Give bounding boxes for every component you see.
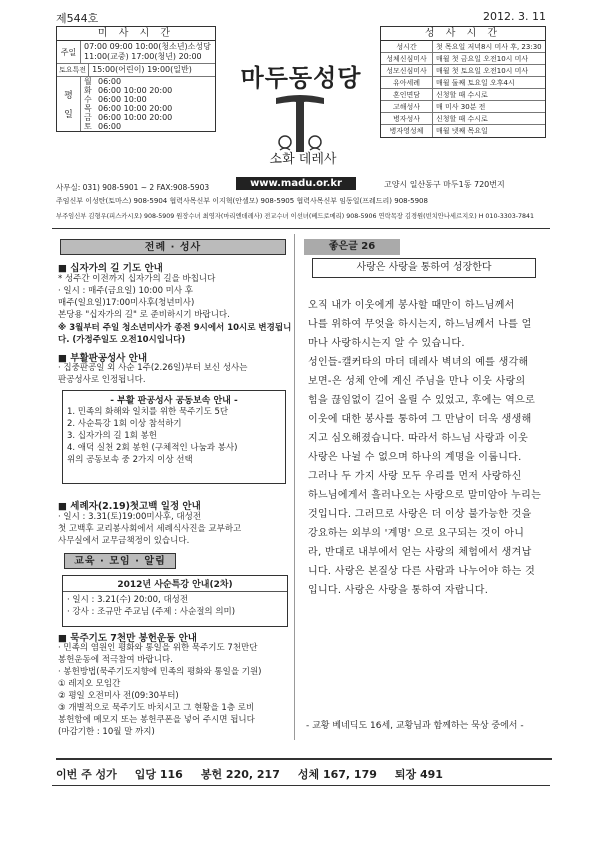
baptism-title: ■ 세례자(2.19)첫고백 일정 안내 bbox=[58, 501, 201, 512]
baptism-text: · 일시 : 3.31(토)19:00미사후, 대성전 첫 고백후 교리봉사회에서 세례식사진을 교부하고 사무실에서 교무금책정이 있습니다. bbox=[58, 512, 242, 546]
column-divider bbox=[294, 234, 295, 740]
weekday-name: 토 bbox=[84, 122, 92, 131]
penance-item: 1. 민족의 화해와 일치를 위한 묵주기도 5단 bbox=[67, 407, 229, 417]
essay-text: 오직 내가 이웃에게 봉사할 때만이 하느님께서 나를 위하여 무엇을 하시는지, 하느님께서 나를 얼 마나 사랑하시는지 알 수 있습니다. 성인들-캘커타의 마더 데레사 벽녀의 예를 생각해 보면-은 성체 안에 계신 주님을 만나 이웃 사랑의 힘을 끊임없이 길어 올릴 수 있었고, 후에는 역으로 이웃에 대한 봉사를 통하여 그 만남이 더욱 생생해 지고 심오해졌습니다. 따라서 하느님 사랑과 이웃 사랑은 나뉠 수 없으며 하나의 계명을 이룹니다. 그러나 두 가지 사랑 모두 우리를 먼저 사랑하신 하느님에게서 흘러나오는 사랑으로 말미암아 누리는 것입니다. 그러므로 사랑은 더 이상 불가능한 것을 강요하는 외부의 '계명' 으로 요구되는 것이 아니 라, 반대로 내부에서 얻는 사랑의 체험에서 생겨납 니다. 사랑은 본질상 다른 사람과 나누어야 하는 것 입니다. 사랑은 사랑을 통하여 자랍니다. bbox=[308, 300, 542, 596]
penance-item: 2. 사순특강 1회 이상 참석하기 bbox=[67, 419, 182, 429]
mass-row-saturday bbox=[57, 64, 215, 77]
header-divider bbox=[52, 228, 550, 229]
weekday-times: 06:00 bbox=[98, 122, 122, 131]
mass-times-heading: 미 사 시 간 bbox=[57, 27, 215, 41]
easter-confession-title: ■ 부활판공성사 안내 bbox=[58, 353, 148, 364]
sacrament-value: 매월 첫 금요일 오전10시 미사 bbox=[436, 54, 529, 63]
weekday-row bbox=[81, 113, 215, 122]
sacrament-rows bbox=[381, 41, 545, 137]
essay-title: 사랑은 사랑을 통하여 성장한다 bbox=[312, 258, 536, 278]
sacrament-label: 고해성사 bbox=[381, 101, 433, 113]
weekday-times: 06:00 10:00 20:00 bbox=[98, 86, 173, 95]
penance-box-title: - 부활 판공성사 공동보속 안내 - bbox=[110, 396, 238, 406]
parish-title: 마두동성당 bbox=[240, 64, 362, 92]
weekday-times: 06:00 10:00 20:00 bbox=[98, 113, 173, 122]
weekday-row bbox=[81, 86, 215, 95]
weekday-row bbox=[81, 77, 215, 86]
weekday-name: 금 bbox=[84, 113, 92, 122]
weekday-row bbox=[81, 95, 215, 104]
education-heading: 교육 · 모임 · 알림 bbox=[64, 553, 176, 569]
weekday-times: 06:00 bbox=[98, 77, 122, 86]
sacrament-label: 성모신심미사 bbox=[381, 65, 433, 77]
sacrament-label: 성시간 bbox=[381, 41, 433, 53]
sacrament-row bbox=[381, 89, 545, 101]
weekday-name: 화 bbox=[84, 86, 92, 95]
hymn-communion: 성체 167, 179 bbox=[297, 768, 377, 781]
stations-title: ■ 십자가의 길 기도 안내 bbox=[58, 263, 163, 274]
mass-change-notice: ※ 3월부터 주일 청소년미사가 종전 9시에서 10시로 변경됩니다. (가정주일도 오전10시입니다) bbox=[58, 323, 292, 345]
stations-text: * 성주간 이전까지 십자가의 길을 바칩니다 · 일시 : 매주(금요일) 10:00 미사 후 매주(일요일)17:00미사후(청년미사) 본당용 "십자가의 길" 로 준비하시기 바랍니다. bbox=[58, 274, 230, 320]
penance-item: 위의 공동보속 중 2가지 이상 선택 bbox=[67, 455, 193, 465]
mass-times-table bbox=[56, 26, 216, 132]
sacrament-row bbox=[381, 125, 545, 137]
office-contact: 사무실: 031) 908-5901 ~ 2 FAX:908-5903 bbox=[56, 183, 210, 192]
penance-item: 4. 애덕 실천 2회 봉헌 (구체적인 나눔과 봉사) bbox=[67, 443, 238, 453]
essay-caption: - 교황 베네딕도 16세, 교황님과 함께하는 묵상 중에서 - bbox=[306, 721, 524, 731]
hymn-offertory: 봉헌 220, 217 bbox=[200, 768, 280, 781]
penance-box bbox=[62, 390, 286, 484]
lecture-line-2: · 강사 : 조규만 주교님 (주제 : 사순절의 의미) bbox=[67, 607, 236, 617]
mass-row-label: 토요특전 bbox=[57, 64, 89, 76]
lecture-title: 2012년 사순특강 안내(2차) bbox=[63, 576, 287, 592]
lecture-box bbox=[62, 575, 288, 627]
weekday-times: 06:00 10:00 20:00 bbox=[98, 104, 173, 113]
weekday-row bbox=[81, 104, 215, 113]
sacraments-heading: 성 사 시 간 bbox=[381, 27, 545, 41]
bulletin-date: 2012. 3. 11 bbox=[483, 10, 546, 23]
sacrament-value: 신청할 때 수시로 bbox=[436, 90, 488, 99]
good-writing-label: 좋은글 26 bbox=[304, 239, 400, 255]
sacrament-label: 성체신심미사 bbox=[381, 53, 433, 65]
hymns-bar bbox=[56, 758, 552, 782]
parish-subtitle: 소화 데레사 bbox=[269, 152, 337, 167]
issue-number: 제544호 bbox=[56, 12, 99, 25]
sacrament-label: 혼인면담 bbox=[381, 89, 433, 101]
clergy-contact-2: 부주임신부 김형우(피스카시오) 908-5909 원장수녀 최영자(마리엔데레사) 전교수녀 이선녀(베드로메리) 908-5906 연락목장 김경원(빈치안나세르지오) H 010-3303-7841 bbox=[56, 213, 535, 220]
sacrament-value: 매월 둘째 토요일 오후4시 bbox=[436, 78, 515, 87]
weekday-mass-block bbox=[57, 77, 215, 131]
sacrament-row bbox=[381, 65, 545, 77]
weekday-list bbox=[81, 77, 215, 131]
weekday-label-bottom: 일 bbox=[64, 110, 73, 120]
footer-divider bbox=[52, 785, 550, 786]
penance-item: 3. 십자가의 길 1회 봉헌 bbox=[67, 431, 158, 441]
sacrament-label: 병자영성체 bbox=[381, 125, 433, 137]
weekday-label-top: 평 bbox=[64, 91, 73, 101]
hymn-recession: 퇴장 491 bbox=[394, 768, 443, 781]
sacrament-label: 병자성사 bbox=[381, 113, 433, 125]
rosary-text: · 민족의 염원인 평화와 통일을 위한 묵주기도 7천만단 봉헌운동에 적극참여 바랍니다. · 봉헌방법(묵주기도지향에 민족의 평화와 통일을 기원) ① 레지오 모임간 ② 평일 오전미사 전(09:30부터) ③ 개별적으로 묵주기도 바치시고 그 현황을 1층 로비 봉헌함에 메모지 또는 봉헌쿠폰을 넣어 주시면 됩니다 (마감기한 : 10월 말 까지) bbox=[58, 643, 262, 737]
mass-row-sunday bbox=[57, 41, 215, 64]
rosary-title: ■ 묵주기도 7천만 봉헌운동 안내 bbox=[58, 633, 197, 644]
weekday-times: 06:00 10:00 bbox=[98, 95, 147, 104]
weekday-name: 수 bbox=[84, 95, 92, 104]
mass-row-value: 15:00(어린이) 19:00(일반) bbox=[92, 65, 192, 74]
weekday-row bbox=[81, 122, 215, 131]
website-url[interactable]: www.madu.or.kr bbox=[236, 177, 356, 190]
easter-confession-text: · 집중판공일 외 사순 1주(2.26일)부터 보신 성사는 판공성사로 인정됩니다. bbox=[58, 363, 248, 385]
sacrament-label: 유아세례 bbox=[381, 77, 433, 89]
sacrament-value: 매월 첫 토요일 오전10시 미사 bbox=[436, 66, 529, 75]
parish-address: 고양시 일산동구 마두1동 720번지 bbox=[384, 180, 505, 189]
sacrament-value: 매월 넷째 목요일 bbox=[436, 127, 488, 135]
penance-items bbox=[67, 406, 281, 466]
sacrament-row bbox=[381, 53, 545, 65]
weekday-name: 목 bbox=[84, 104, 92, 113]
sacrament-row bbox=[381, 113, 545, 125]
liturgy-heading: 전례 · 성사 bbox=[60, 239, 286, 255]
mass-row-value: 07:00 09:00 10:00(청소년)소성당 11:00(교중) 17:00(청년) 20:00 bbox=[84, 42, 211, 61]
mass-row-label: 주일 bbox=[57, 41, 81, 63]
sacrament-value: 신청할 때 수시로 bbox=[436, 114, 488, 123]
sacraments-table bbox=[380, 26, 546, 138]
sacrament-value: 첫 목요일 저녁8시 미사 후, 23:30 bbox=[436, 42, 542, 51]
weekday-label bbox=[57, 77, 81, 131]
weekday-name: 월 bbox=[84, 77, 92, 86]
lecture-line-1: · 일시 : 3.21(수) 20:00, 대성전 bbox=[67, 595, 189, 605]
clergy-contact-1: 주임신부 이성탄(토마스) 908-5904 협력사목신부 이지혁(안셀모) 908-5905 협력사목신부 임동일(프레드리) 908-5908 bbox=[56, 197, 428, 205]
hymn-entrance: 입당 116 bbox=[134, 768, 183, 781]
hymns-label: 이번 주 성가 bbox=[56, 768, 117, 781]
sacrament-row bbox=[381, 77, 545, 89]
sacrament-row bbox=[381, 41, 545, 53]
sacrament-value: 매 미사 30분 전 bbox=[436, 102, 486, 111]
sacrament-row bbox=[381, 101, 545, 113]
